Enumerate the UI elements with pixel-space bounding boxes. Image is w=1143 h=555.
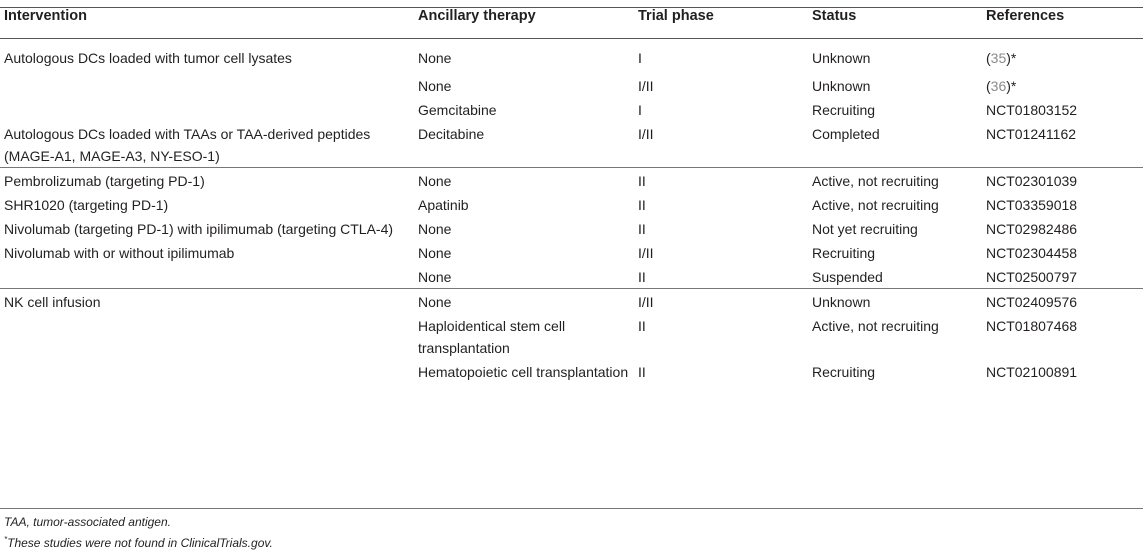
ref-open: ( [986, 50, 991, 66]
cell-reference: NCT01807468 [986, 318, 1078, 334]
cell-phase: I/II [638, 245, 654, 261]
cell-ancillary: Decitabine [414, 121, 634, 168]
cell-reference: NCT01241162 [982, 121, 1143, 168]
cell-phase: II [638, 173, 646, 189]
footnote-not-found [4, 535, 273, 550]
header-row [0, 8, 1143, 39]
cell-ancillary: None [418, 173, 452, 189]
cell-status: Active, not recruiting [812, 318, 939, 334]
ref-suffix: )* [1006, 50, 1017, 66]
cell-ancillary: None [418, 221, 452, 237]
cell-intervention: Nivolumab (targeting PD-1) with ipilimumab (targeting CTLA-4) [4, 221, 394, 237]
cell-status: Unknown [812, 294, 871, 310]
table-row [0, 121, 1143, 168]
cell-status: Recruiting [812, 364, 876, 380]
cell-reference [982, 73, 1143, 97]
cell-phase: I/II [638, 78, 654, 94]
cell-intervention: Autologous DCs loaded with tumor cell lysates [4, 50, 292, 66]
cell-status: Active, not recruiting [812, 173, 939, 189]
header-phase: Trial phase [634, 8, 808, 39]
table-row [0, 97, 1143, 121]
cell-phase: I [638, 102, 642, 118]
cell-intervention [0, 264, 414, 289]
table-row [0, 289, 1143, 314]
cell-reference: NCT02301039 [986, 173, 1078, 189]
footnote-star-text: These studies were not found in ClinicalTrials.gov. [7, 536, 273, 550]
cell-intervention [0, 313, 414, 359]
cell-phase: II [638, 364, 646, 380]
cell-reference: NCT01803152 [986, 102, 1078, 118]
cell-phase: II [634, 264, 808, 289]
cell-ancillary: None [418, 245, 452, 261]
table-row [0, 192, 1143, 216]
footnote-abbreviation: TAA, tumor-associated antigen. [4, 515, 171, 529]
cell-reference: NCT02304458 [986, 245, 1078, 261]
table-row [0, 313, 1143, 359]
cell-intervention: Nivolumab with or without ipilimumab [4, 245, 235, 261]
header-status: Status [808, 8, 982, 39]
cell-phase: II [638, 318, 646, 334]
cell-ancillary: Haploidentical stem cell transplantation [418, 318, 566, 356]
table-row [0, 264, 1143, 289]
cell-intervention [0, 97, 414, 121]
cell-ancillary: Apatinib [418, 197, 469, 213]
table-row [0, 359, 1143, 383]
cell-phase: I/II [638, 294, 654, 310]
cell-ancillary: None [418, 50, 452, 66]
table-row [0, 73, 1143, 97]
cell-status: Recruiting [812, 245, 876, 261]
ref-link[interactable]: 35 [990, 50, 1007, 66]
cell-intervention: Autologous DCs loaded with TAAs or TAA-derived peptides (MAGE-A1, MAGE-A3, NY-ESO-1) [0, 121, 414, 168]
cell-intervention: NK cell infusion [4, 294, 101, 310]
cell-reference: NCT02982486 [986, 221, 1078, 237]
cell-reference: NCT02409576 [986, 294, 1078, 310]
cell-reference [982, 39, 1143, 74]
ref-suffix: )* [1006, 78, 1017, 94]
cell-status: Active, not recruiting [812, 197, 939, 213]
footnote-star: * [4, 535, 8, 544]
cell-reference: NCT02100891 [986, 364, 1078, 380]
ref-link[interactable]: 36 [990, 78, 1007, 94]
header-intervention: Intervention [0, 8, 414, 39]
cell-reference: NCT03359018 [986, 197, 1078, 213]
cell-intervention [0, 359, 414, 383]
cell-reference: NCT02500797 [982, 264, 1143, 289]
cell-status: Not yet recruiting [812, 221, 918, 237]
clinical-trials-table [0, 7, 1143, 383]
cell-phase: I/II [634, 121, 808, 168]
cell-intervention: SHR1020 (targeting PD-1) [4, 197, 169, 213]
table-row [0, 39, 1143, 74]
cell-status: Completed [808, 121, 982, 168]
table-row [0, 216, 1143, 240]
table-bottom-rule [0, 508, 1143, 509]
header-ancillary: Ancillary therapy [414, 8, 634, 39]
cell-status: Unknown [812, 78, 871, 94]
cell-status: Unknown [812, 50, 871, 66]
table-row [0, 240, 1143, 264]
cell-status: Recruiting [812, 102, 876, 118]
header-references: References [982, 8, 1143, 39]
cell-phase: II [638, 221, 646, 237]
cell-ancillary: None [418, 78, 452, 94]
cell-ancillary: None [418, 294, 452, 310]
cell-phase: I [638, 50, 642, 66]
cell-ancillary: Hematopoietic cell transplantation [418, 364, 629, 380]
cell-phase: II [638, 197, 646, 213]
cell-status: Suspended [808, 264, 982, 289]
cell-ancillary: Gemcitabine [418, 102, 497, 118]
table-row [0, 168, 1143, 193]
ref-open: ( [986, 78, 991, 94]
cell-intervention: Pembrolizumab (targeting PD-1) [4, 173, 205, 189]
cell-intervention [0, 73, 414, 97]
cell-ancillary: None [414, 264, 634, 289]
